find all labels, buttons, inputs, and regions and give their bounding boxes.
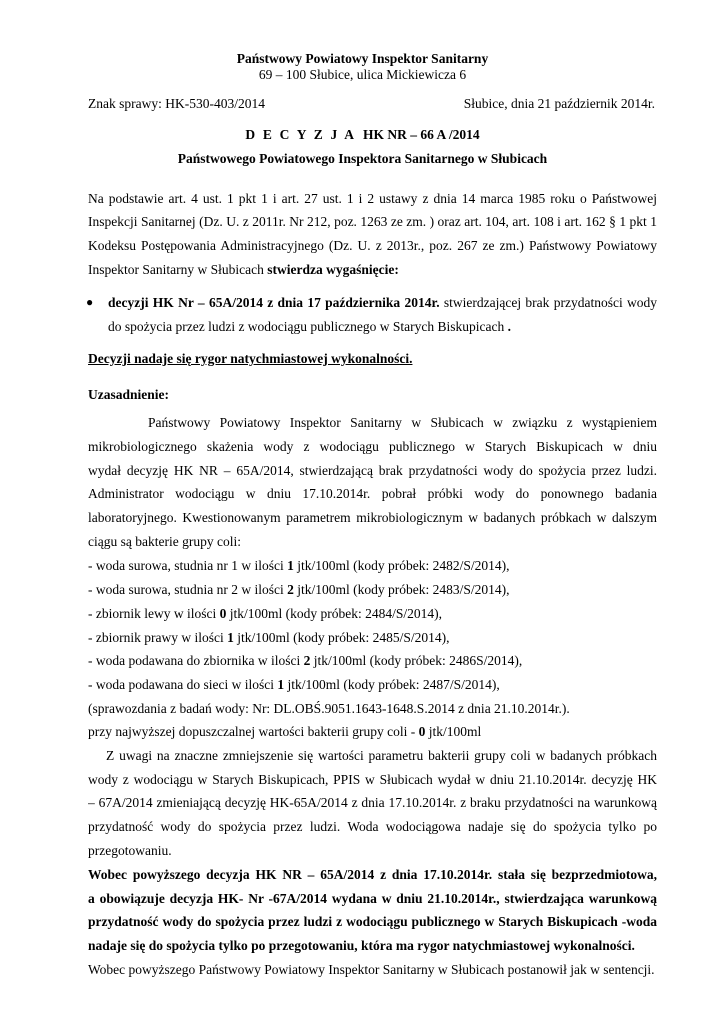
sample-label: - woda podawana do sieci w ilości xyxy=(88,677,278,692)
sample-value: 0 xyxy=(219,606,227,621)
sample-label: - woda surowa, studnia nr 1 w ilości xyxy=(88,558,288,573)
sample-detail: jtk/100ml (kody próbek: 2483/S/2014), xyxy=(293,582,510,597)
justification-p2-line: – 67A/2014 zmieniającą decyzję HK-65A/2014 z dnia 17.10.2014r. z braku przydatności na warunkową xyxy=(88,795,657,810)
bullet-line-2-text: do spożycia przez ludzi z wodociągu publicznego w Starych Biskupicach xyxy=(108,319,505,334)
conclusion-line: a obowiązuje decyzja HK- Nr -67A/2014 wydana w dniu 21.10.2014r., stwierdzająca warunkową xyxy=(88,891,657,906)
sample-value: 2 xyxy=(287,582,294,597)
sample-line xyxy=(88,677,500,693)
justification-p1-line: wydał decyzję HK NR – 65A/2014, stwierdzającą brak przydatności wody do spożycia przez ludzi. xyxy=(88,463,657,478)
sample-detail: jtk/100ml (kody próbek: 2485/S/2014), xyxy=(233,630,450,645)
sample-detail: jtk/100ml (kody próbek: 2482/S/2014), xyxy=(293,558,510,573)
conclusion-last: nadaje się do spożycia tylko po przegotowaniu, która ma rygor natychmiastowej wykonalności. xyxy=(88,938,635,953)
justification-p1-line: Administrator wodociągu w dniu 17.10.2014r. pobrał próbki wody do ponownego badania xyxy=(88,486,657,501)
final-statement: Wobec powyższego Państwowy Powiatowy Inspektor Sanitarny w Słubicach postanowił jak w sentencji. xyxy=(88,962,655,977)
bullet-decision-desc: stwierdzającej brak przydatności wody xyxy=(439,295,657,310)
limit-value: 0 xyxy=(418,724,426,739)
sample-label: - zbiornik prawy w ilości xyxy=(88,630,228,645)
sample-label: - woda surowa, studnia nr 2 w ilości xyxy=(88,582,288,597)
sample-value: 1 xyxy=(227,630,234,645)
sample-line xyxy=(88,582,509,598)
sample-line xyxy=(88,606,442,622)
place-date: Słubice, dnia 21 październik 2014r. xyxy=(463,96,655,111)
basis-line-4 xyxy=(88,262,399,278)
sample-detail: jtk/100ml (kody próbek: 2487/S/2014), xyxy=(284,677,500,692)
authority-address: 69 – 100 Słubice, ulica Mickiewicza 6 xyxy=(258,67,467,82)
decision-number: HK NR – 66 A /2014 xyxy=(362,127,480,142)
sample-line xyxy=(88,653,522,669)
basis-verdict: stwierdza wygaśnięcie: xyxy=(267,262,399,277)
decision-title xyxy=(0,127,725,143)
sample-line xyxy=(88,558,509,574)
bullet-dot-icon: ● xyxy=(86,295,94,309)
bullet-line-2-end: . xyxy=(504,319,511,334)
authority-name: Państwowy Powiatowy Inspektor Sanitarny xyxy=(236,51,489,66)
reports-reference: (sprawozdania z badań wody: Nr: DL.OBŚ.9051.1643-1648.S.2014 z dnia 21.10.2014r.). xyxy=(88,701,570,716)
justification-heading: Uzasadnienie: xyxy=(88,387,169,402)
sample-line xyxy=(88,630,449,646)
justification-p1-line: laboratoryjnego. Kwestionowanym parametrem mikrobiologicznym w badanych próbkach w dalszym xyxy=(88,510,657,525)
basis-line-1: Na podstawie art. 4 ust. 1 pkt 1 i art. 27 ust. 1 i 2 ustawy z dnia 14 marca 1985 roku o Państwowej xyxy=(88,191,657,206)
sample-detail: jtk/100ml (kody próbek: 2486S/2014), xyxy=(310,653,523,668)
limit-label: przy najwyższej dopuszczalnej wartości bakterii grupy coli - xyxy=(88,724,419,739)
bullet-line-2 xyxy=(108,319,511,335)
sample-value: 1 xyxy=(277,677,285,692)
rigor-statement: Decyzji nadaje się rygor natychmiastowej wykonalności. xyxy=(88,351,413,366)
decision-word: D E C Y Z J A xyxy=(245,127,357,142)
justification-p1-last: ciągu są bakterie grupy coli: xyxy=(88,534,241,549)
sample-label: - woda podawana do zbiornika w ilości xyxy=(88,653,304,668)
sample-value: 1 xyxy=(287,558,294,573)
limit-line xyxy=(88,724,481,740)
bullet-line-1 xyxy=(108,295,657,311)
justification-p2-line: wody z wodociągu w Starych Biskupicach, PPIS w Słubicach wydał w dniu 21.10.2014r. decyzję HK xyxy=(88,772,657,787)
limit-unit: jtk/100ml xyxy=(425,724,482,739)
case-number: Znak sprawy: HK-530-403/2014 xyxy=(88,96,265,111)
justification-p1-line: Państwowy Powiatowy Inspektor Sanitarny w Słubicach w związku z wystąpieniem xyxy=(148,415,657,430)
sample-value: 2 xyxy=(303,653,311,668)
conclusion-line: Wobec powyższego decyzja HK NR – 65A/2014 z dnia 17.10.2014r. stała się bezprzedmiotowa, xyxy=(88,867,657,882)
conclusion-line: przydatność wody do spożycia przez ludzi z wodociągu publicznego w Starych Biskupicach -woda xyxy=(88,914,657,929)
sample-detail: jtk/100ml (kody próbek: 2484/S/2014), xyxy=(226,606,442,621)
justification-p2-line: Z uwagi na znaczne zmniejszenie się wartości parametru bakterii grupy coli w badanych próbkach xyxy=(106,748,657,763)
bullet-decision-ref: decyzji HK Nr – 65A/2014 z dnia 17 października 2014r. xyxy=(108,295,440,310)
justification-p2-line: przydatność wody do spożycia przez ludzi. Woda wodociągowa nadaje się do spożycia tylko po xyxy=(88,819,657,834)
decision-issuer: Państwowego Powiatowego Inspektora Sanitarnego w Słubicach xyxy=(177,151,548,166)
justification-p1-line: mikrobiologicznego skażenia wody z wodociągu publicznego w Starych Biskupicach w dniu xyxy=(88,439,657,454)
basis-line-3: Kodeksu Postępowania Administracyjnego (Dz. U. z 2013r., poz. 267 ze zm.) Państwowy Powiatowy xyxy=(88,238,657,253)
basis-line-4-text: Inspektor Sanitarny w Słubicach xyxy=(88,262,268,277)
justification-p2-last: przegotowaniu. xyxy=(88,843,172,858)
sample-label: - zbiornik lewy w ilości xyxy=(88,606,220,621)
basis-line-2: Inspekcji Sanitarnej (Dz. U. z 2011r. Nr 212, poz. 1263 ze zm. ) oraz art. 104, art. 108 i art. 162 § 1 pkt 1 xyxy=(88,214,657,229)
